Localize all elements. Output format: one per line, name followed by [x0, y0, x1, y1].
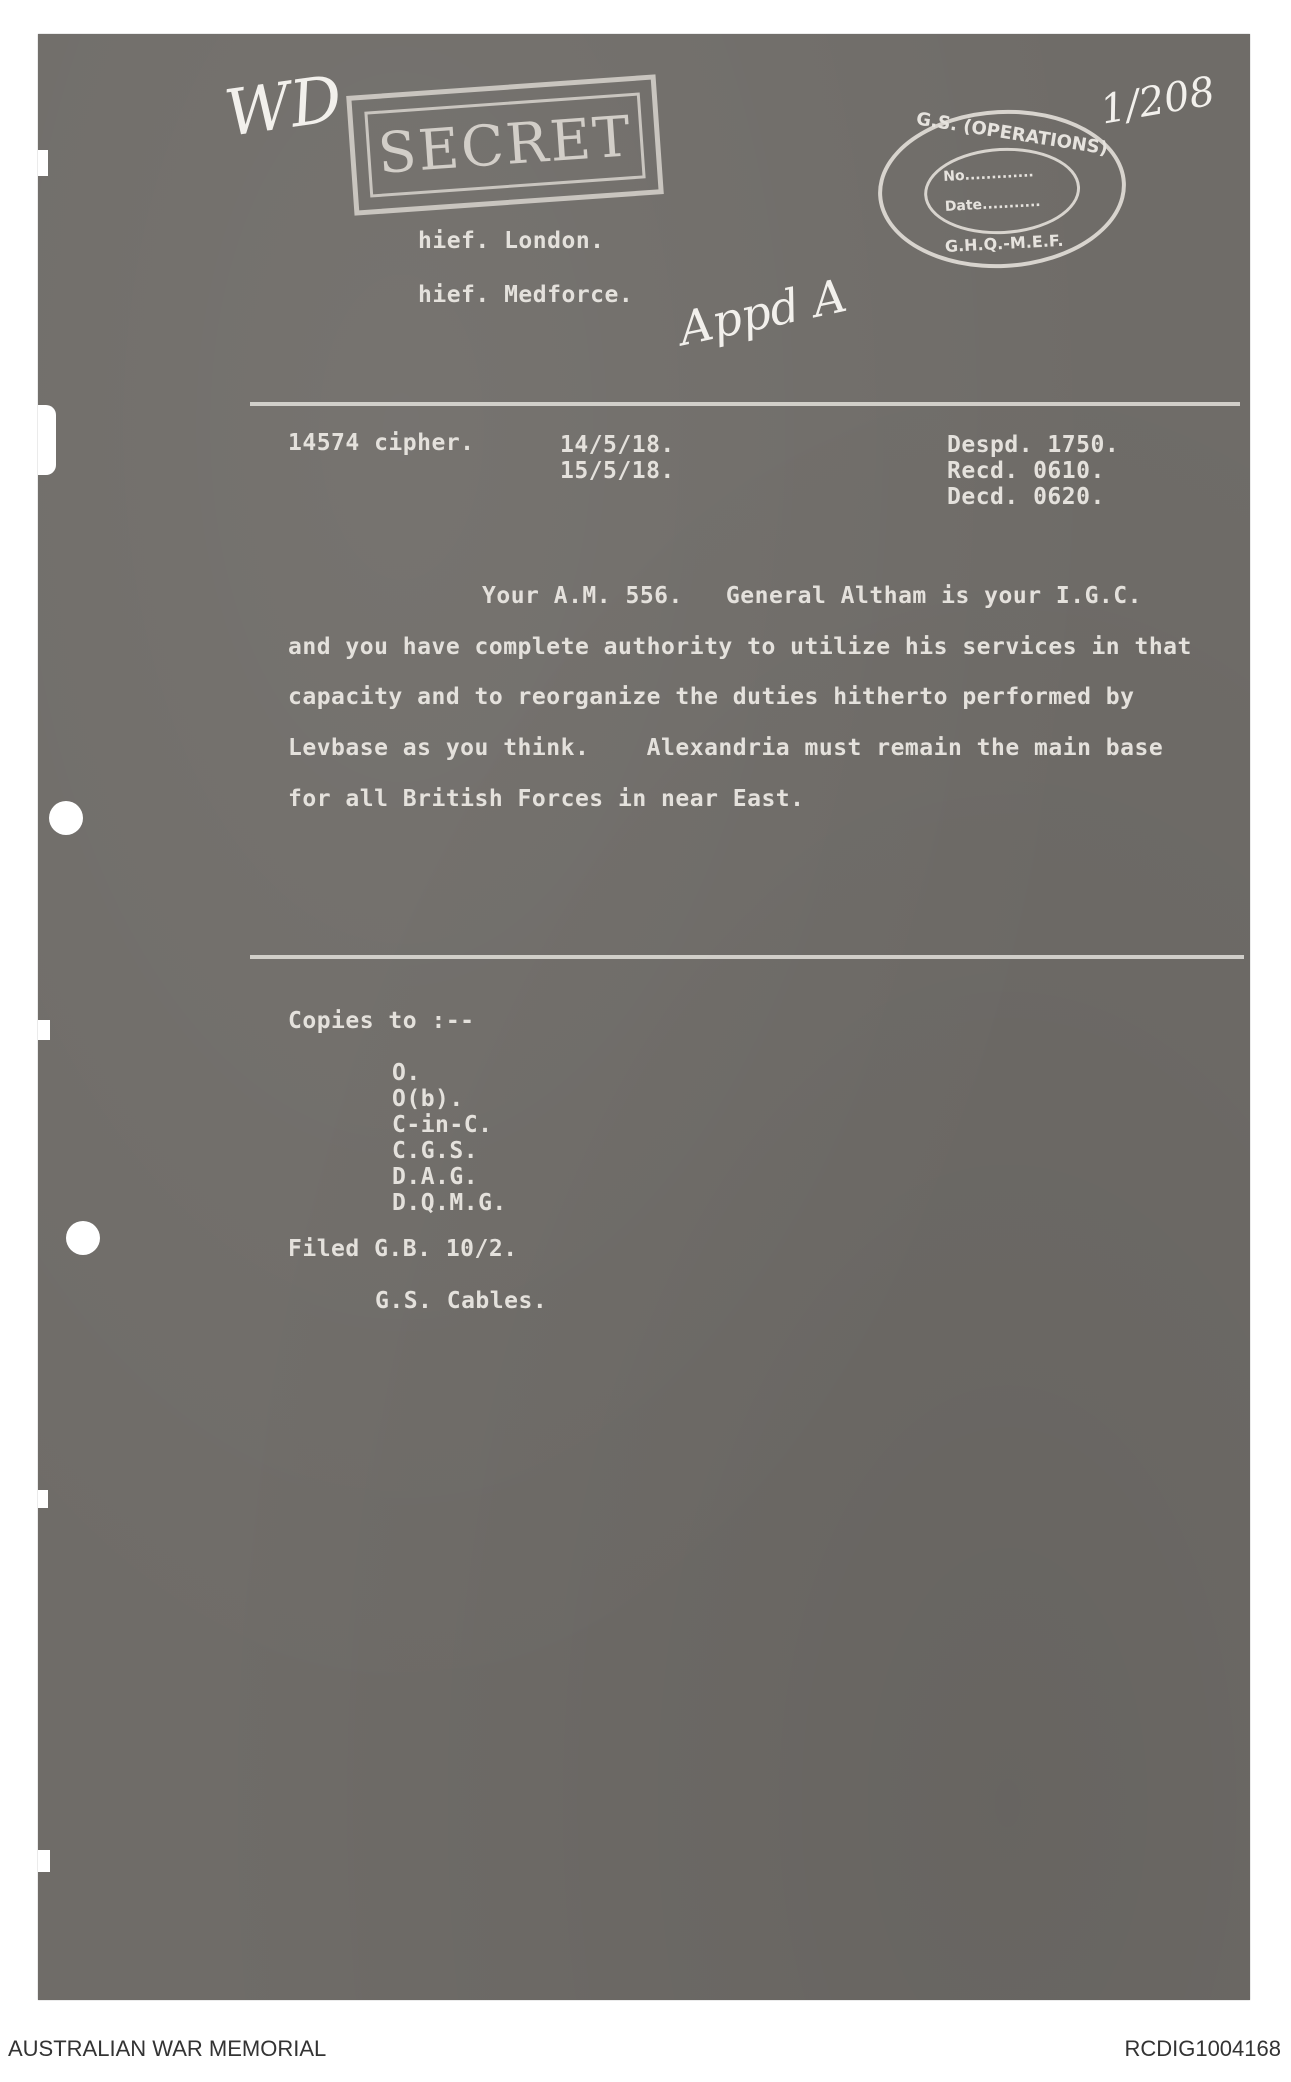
footer-record-id: RCDIG1004168: [1124, 2036, 1281, 2061]
footer-institution: AUSTRALIAN WAR MEMORIAL: [8, 2036, 327, 2061]
divider-top: [250, 402, 1240, 406]
operations-stamp-inner: [922, 144, 1082, 238]
message-line-4: Levbase as you think. Alexandria must remain the main base: [288, 735, 1164, 761]
operations-stamp-no-field: No.............: [942, 164, 1035, 186]
operations-stamp-title: G.S. (OPERATIONS): [914, 108, 1110, 160]
torn-edge: [38, 1020, 50, 1040]
copies-list-item: D.Q.M.G.: [392, 1190, 507, 1216]
document-sheet: [38, 34, 1250, 2000]
message-line-2: and you have complete authority to utilize his services in that: [288, 634, 1192, 660]
torn-edge: [38, 150, 48, 176]
handwritten-initials: Appd A: [674, 267, 852, 357]
binding-hole: [49, 801, 83, 835]
torn-edge: [38, 1850, 50, 1872]
torn-edge: [38, 1490, 48, 1508]
copies-list-item: C-in-C.: [392, 1112, 493, 1138]
operations-stamp-footer: G.H.Q.-M.E.F.: [944, 230, 1064, 257]
despatched-time: Despd. 1750.: [947, 432, 1120, 458]
filed-reference: Filed G.B. 10/2.: [288, 1236, 518, 1262]
copies-list-item: C.G.S.: [392, 1138, 479, 1164]
cipher-date-received: 15/5/18.: [560, 458, 675, 484]
handwritten-folio-number: 1/208: [1096, 68, 1219, 134]
divider-bottom: [250, 955, 1244, 959]
deciphered-time: Decd. 0620.: [947, 484, 1105, 510]
cipher-number: 14574 cipher.: [288, 430, 475, 456]
copies-heading: Copies to :--: [288, 1008, 475, 1034]
received-time: Recd. 0610.: [947, 458, 1105, 484]
message-line-1: Your A.M. 556. General Altham is your I.G.C.: [482, 583, 1142, 609]
secret-stamp-text: SECRET: [375, 103, 635, 187]
message-line-3: capacity and to reorganize the duties hitherto performed by: [288, 684, 1135, 710]
copies-list-item: O(b).: [392, 1086, 464, 1112]
message-line-5: for all British Forces in near East.: [288, 786, 805, 812]
addressee-line-1: hief. London.: [418, 228, 605, 254]
cables-reference: G.S. Cables.: [375, 1288, 548, 1314]
copies-list-item: O.: [392, 1060, 421, 1086]
binding-hole: [66, 1221, 100, 1255]
copies-list-item: D.A.G.: [392, 1164, 479, 1190]
addressee-line-2: hief. Medforce.: [418, 282, 634, 308]
cipher-date-despatched: 14/5/18.: [560, 432, 675, 458]
secret-stamp: [346, 74, 664, 215]
torn-edge: [38, 405, 56, 475]
handwritten-note-top-left: WD: [220, 62, 347, 152]
operations-stamp-date-field: Date...........: [944, 194, 1041, 216]
